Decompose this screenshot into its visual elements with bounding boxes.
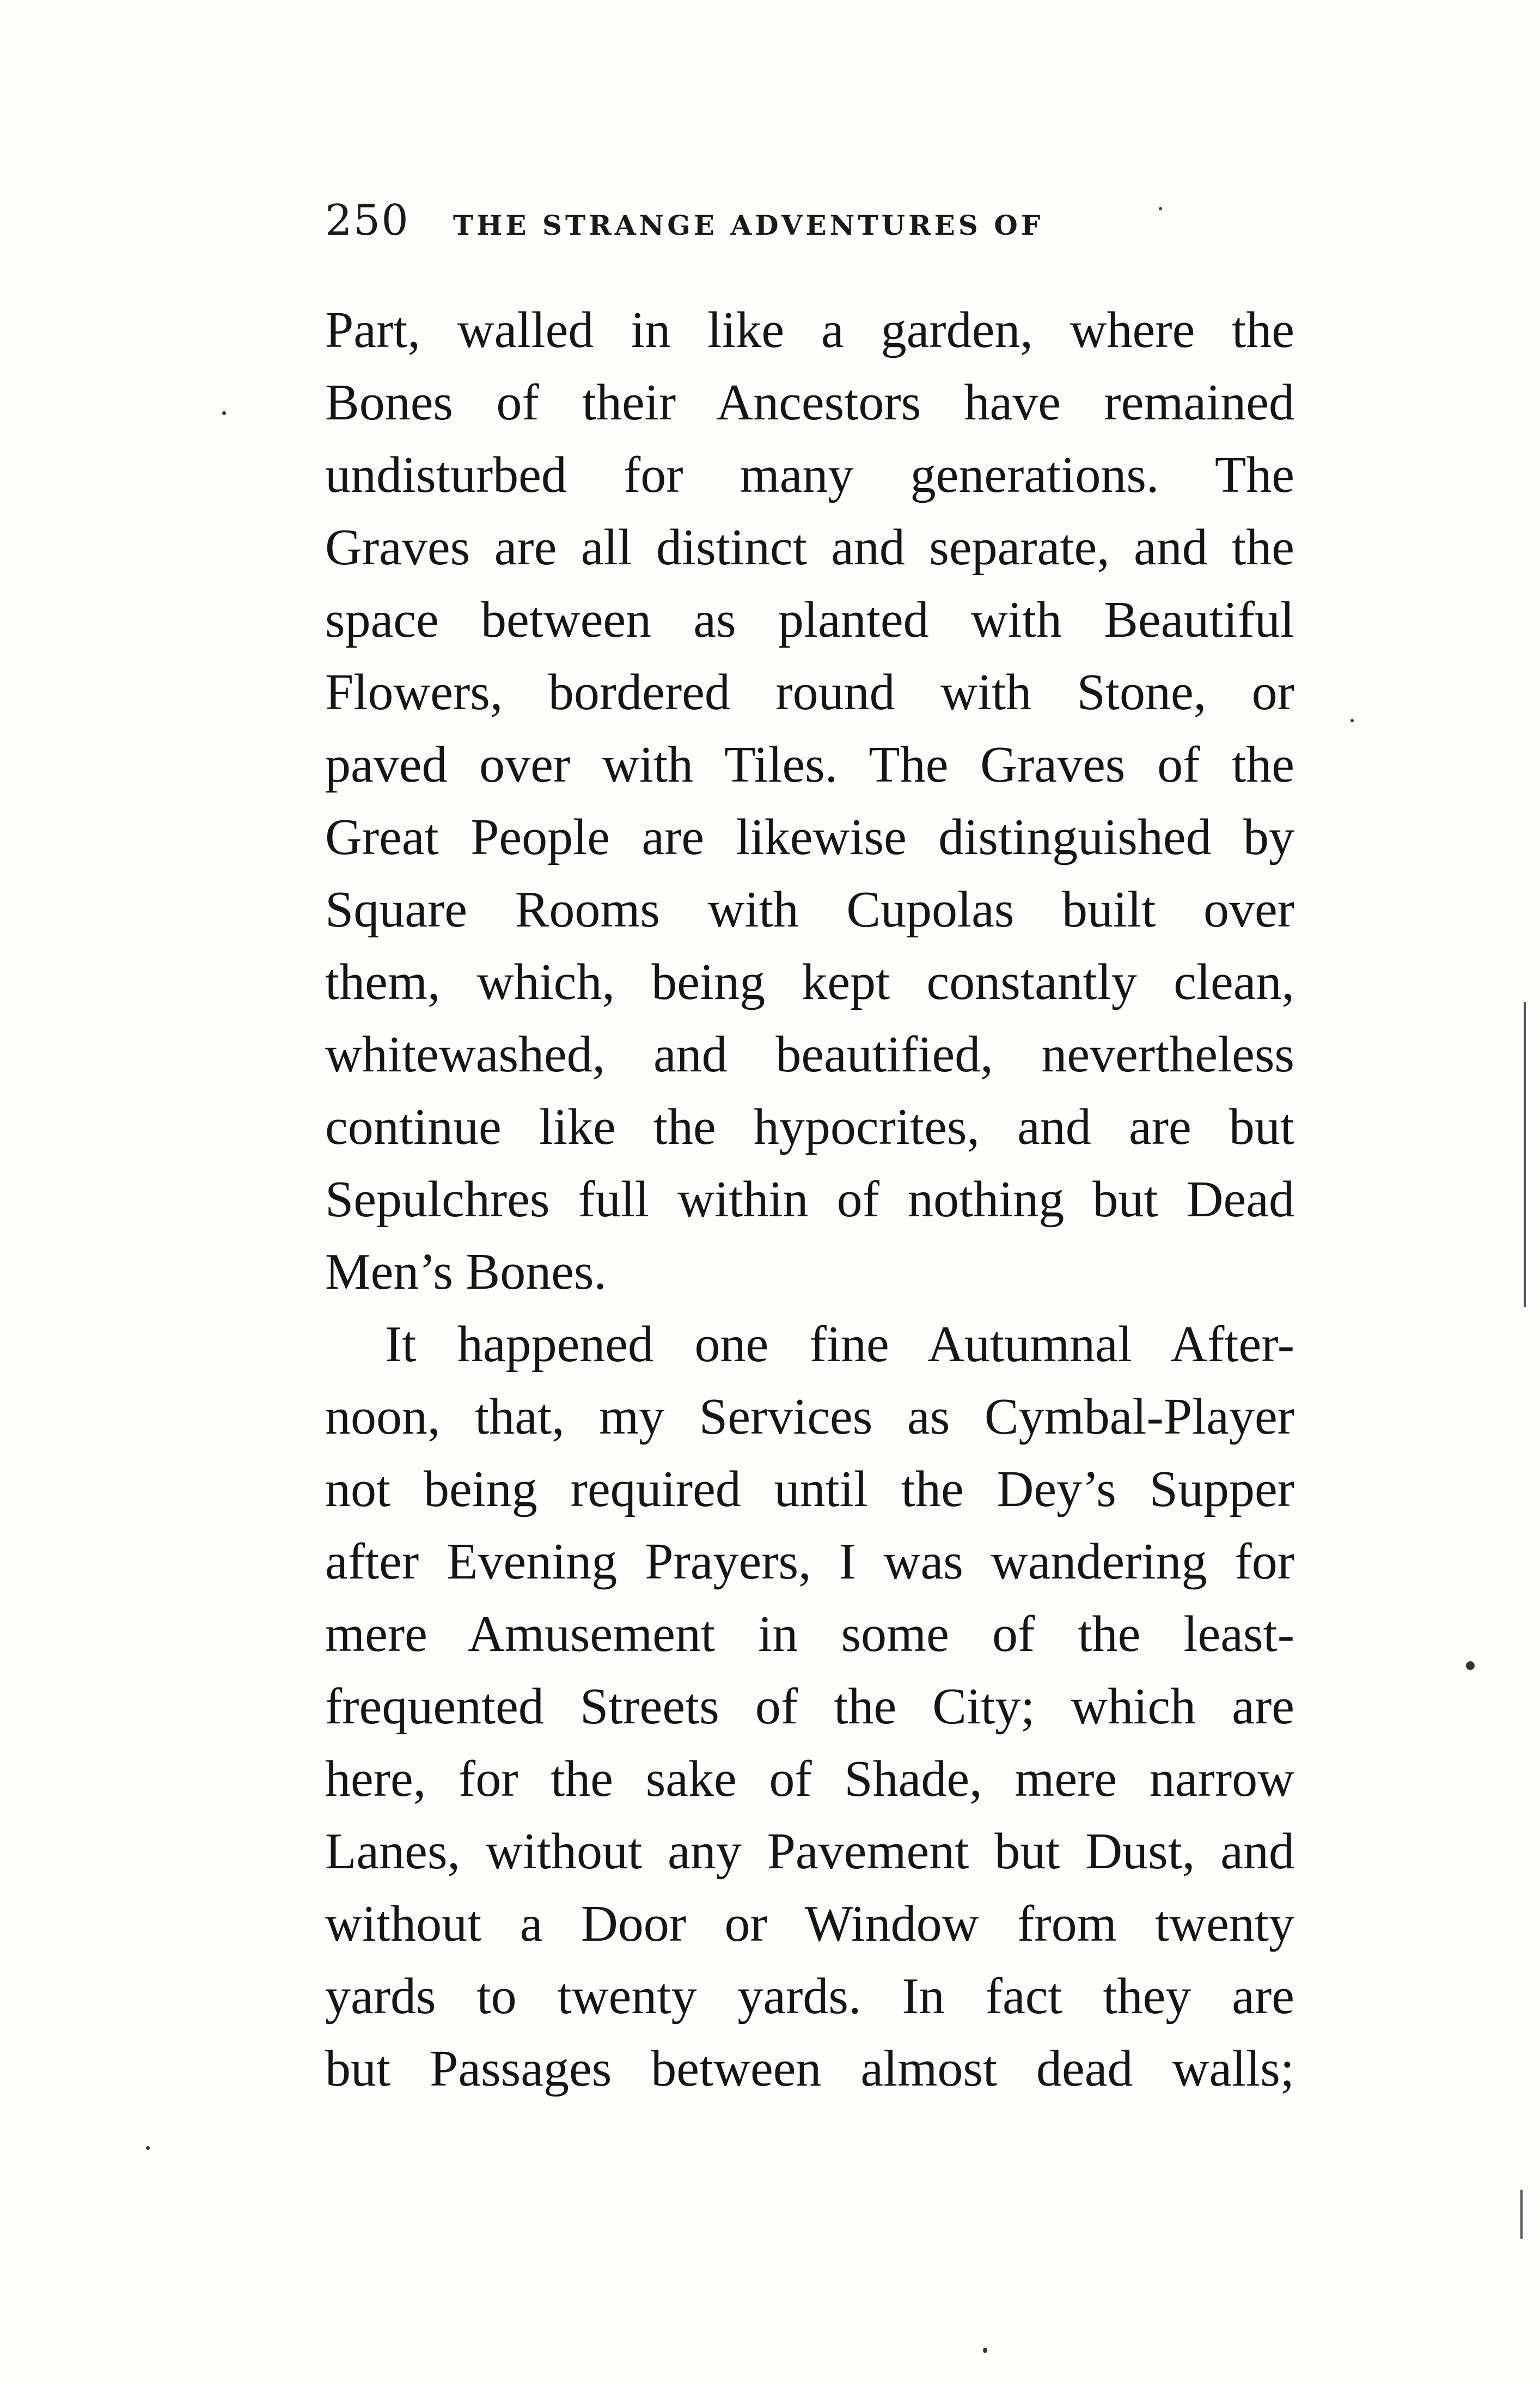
- text-line: Great People are likewise distinguished by: [325, 809, 1294, 866]
- text-line: space between as planted with Beautiful: [325, 592, 1294, 648]
- text-line: but Passages between almost dead walls;: [325, 2040, 1294, 2097]
- scan-margin-line: [1520, 2190, 1523, 2239]
- running-head: [325, 196, 1294, 256]
- text-line: It happened one fine Autumnal After-: [385, 1316, 1294, 1373]
- text-line: paved over with Tiles. The Graves of the: [325, 736, 1294, 793]
- text-line: whitewashed, and beautified, nevertheless: [325, 1026, 1294, 1083]
- text-line: here, for the sake of Shade, mere narrow: [325, 1751, 1294, 1807]
- scan-speck: [1159, 207, 1162, 210]
- text-line: yards to twenty yards. In fact they are: [325, 1968, 1294, 2025]
- scan-margin-line: [1524, 1002, 1526, 1307]
- text-line: not being required until the Dey’s Supper: [325, 1461, 1294, 1517]
- scan-speck: [222, 411, 226, 415]
- text-line: them, which, being kept constantly clean,: [325, 954, 1294, 1010]
- text-line: noon, that, my Services as Cymbal-Player: [325, 1388, 1294, 1445]
- text-line: Bones of their Ancestors have remained: [325, 374, 1294, 431]
- paragraph-1: [325, 294, 1294, 1308]
- text-line: continue like the hypocrites, and are but: [325, 1099, 1294, 1155]
- body-text: [325, 294, 1294, 2105]
- text-line: Square Rooms with Cupolas built over: [325, 881, 1294, 938]
- text-line: undisturbed for many generations. The: [325, 447, 1294, 503]
- running-title: THE STRANGE ADVENTURES OF: [453, 209, 1044, 241]
- page-number: 250: [325, 196, 410, 245]
- scan-speck: [146, 2146, 150, 2150]
- text-line: Lanes, without any Pavement but Dust, and: [325, 1823, 1294, 1880]
- scan-speck: [1350, 719, 1354, 722]
- text-line: Men’s Bones.: [325, 1244, 607, 1300]
- paragraph-2: [325, 1308, 1294, 2105]
- text-line: Sepulchres full within of nothing but Dead: [325, 1171, 1294, 1228]
- scan-speck: [1466, 1661, 1475, 1670]
- text-line: Flowers, bordered round with Stone, or: [325, 664, 1294, 721]
- scan-speck: [983, 2348, 987, 2353]
- text-line: frequented Streets of the City; which are: [325, 1678, 1294, 1735]
- text-line: without a Door or Window from twenty: [325, 1896, 1294, 1952]
- text-line: mere Amusement in some of the least-: [325, 1606, 1294, 1662]
- text-line: Graves are all distinct and separate, and the: [325, 519, 1294, 576]
- text-line: after Evening Prayers, I was wandering for: [325, 1533, 1294, 1590]
- text-line: Part, walled in like a garden, where the: [325, 302, 1294, 358]
